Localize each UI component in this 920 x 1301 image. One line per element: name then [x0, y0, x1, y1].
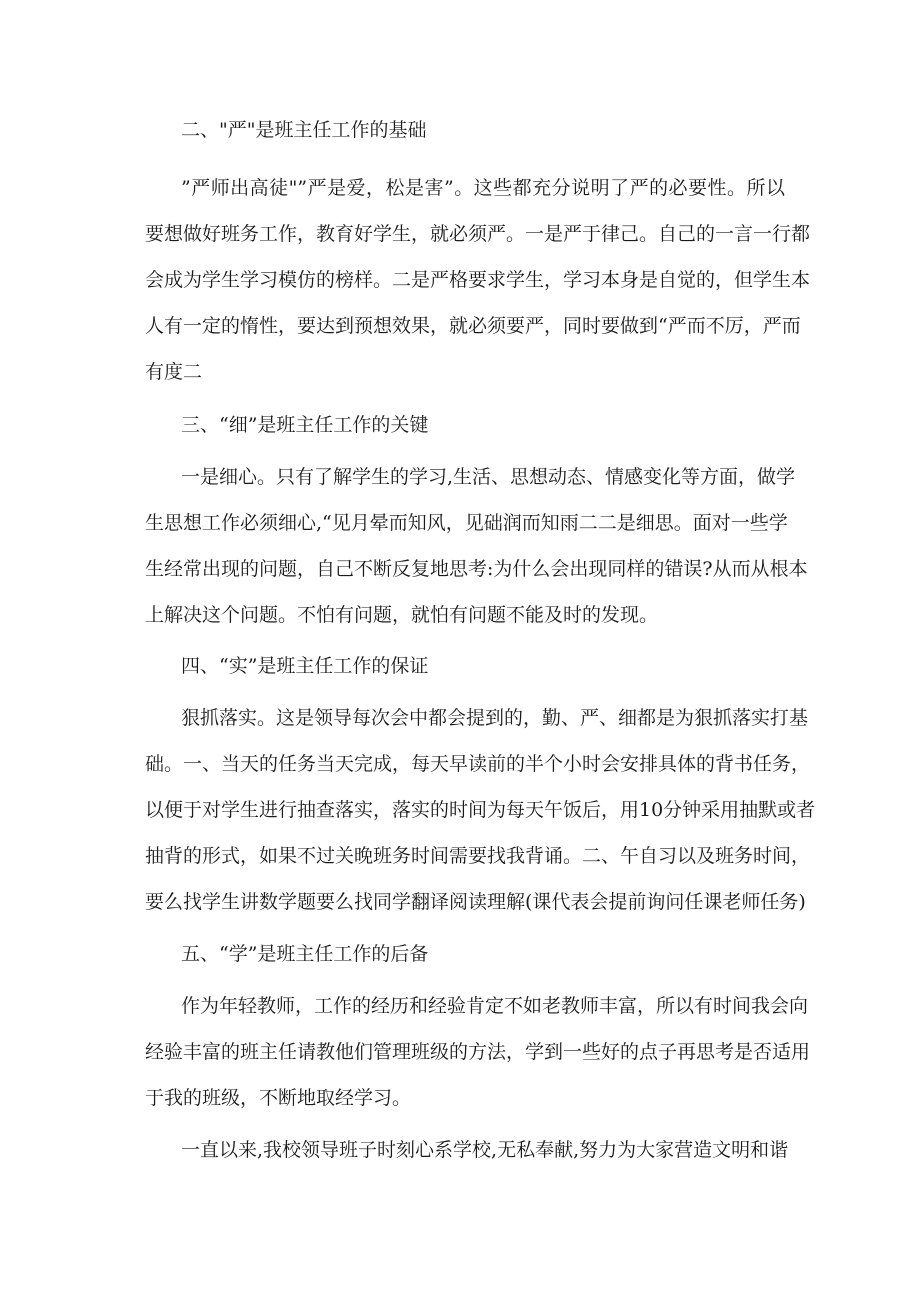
paragraph-4-line-5: 要么找学生讲数学题要么找同学翻译阅读理解(课代表会提前询问任课老师任务)	[145, 891, 806, 913]
paragraph-5-line-1: 作为年轻教师，工作的经历和经验肯定不如老教师丰富，所以有时间我会向	[181, 995, 809, 1017]
paragraph-4-line-3: 以便于对学生进行抽查落实，落实的时间为每天午饭后，用10分钟采用抽默或者	[145, 799, 816, 821]
paragraph-3-line-1: 一是细心。只有了解学生的学习,生活、思想动态、情感变化等方面，做学	[181, 466, 796, 488]
paragraph-4-line-4: 抽背的形式，如果不过关晚班务时间需要找我背诵。二、午自习以及班务时间，	[145, 845, 811, 867]
paragraph-2-line-5: 有度二	[145, 361, 203, 383]
paragraph-3-line-4: 上解决这个问题。不怕有问题，就怕有问题不能及时的发现。	[145, 604, 659, 626]
paragraph-2-line-3: 会成为学生学习模仿的榜样。二是严格要求学生，学习本身是自觉的，但学生本	[145, 269, 811, 291]
paragraph-3-line-2: 生思想工作必须细心,“见月晕而知风，见础润而知雨二二是细思。面对一些学	[145, 512, 788, 534]
paragraph-4-line-1: 狠抓落实。这是领导每次会中都会提到的，勤、严、细都是为狠抓落实打基	[181, 707, 809, 729]
paragraph-2-line-4: 人有一定的惰性，要达到预想效果，就必须要严，同时要做到“严而不厉，严而	[145, 315, 801, 337]
paragraph-5-line-2: 经验丰富的班主任请教他们管理班级的方法，学到一些好的点子再思考是否适用	[145, 1041, 811, 1063]
paragraph-6-line-1: 一直以来,我校领导班子时刻心系学校,无私奉献,努力为大家营造文明和谐	[181, 1139, 789, 1161]
paragraph-2-line-2: 要想做好班务工作，教育好学生，就必须严。一是严于律己。自己的一言一行都	[145, 223, 811, 245]
heading-4: 四、“实”是班主任工作的保证	[181, 655, 429, 677]
heading-5: 五、“学”是班主任工作的后备	[181, 943, 429, 965]
paragraph-3-line-3: 生经常出现的问题，自己不断反复地思考:为什么会出现同样的错误?从而从根本	[145, 558, 808, 580]
paragraph-5-line-3: 于我的班级，不断地取经学习。	[145, 1087, 412, 1109]
heading-3: 三、“细”是班主任工作的关键	[181, 414, 429, 436]
heading-2: 二、"严"是班主任工作的基础	[181, 119, 427, 141]
paragraph-2-line-1: ”严师出高徒"”严是爱，松是害”。这些都充分说明了严的必要性。所以	[181, 177, 785, 199]
paragraph-4-line-2: 础。一、当天的任务当天完成，每天早读前的半个小时会安排具体的背书任务，	[145, 753, 811, 775]
